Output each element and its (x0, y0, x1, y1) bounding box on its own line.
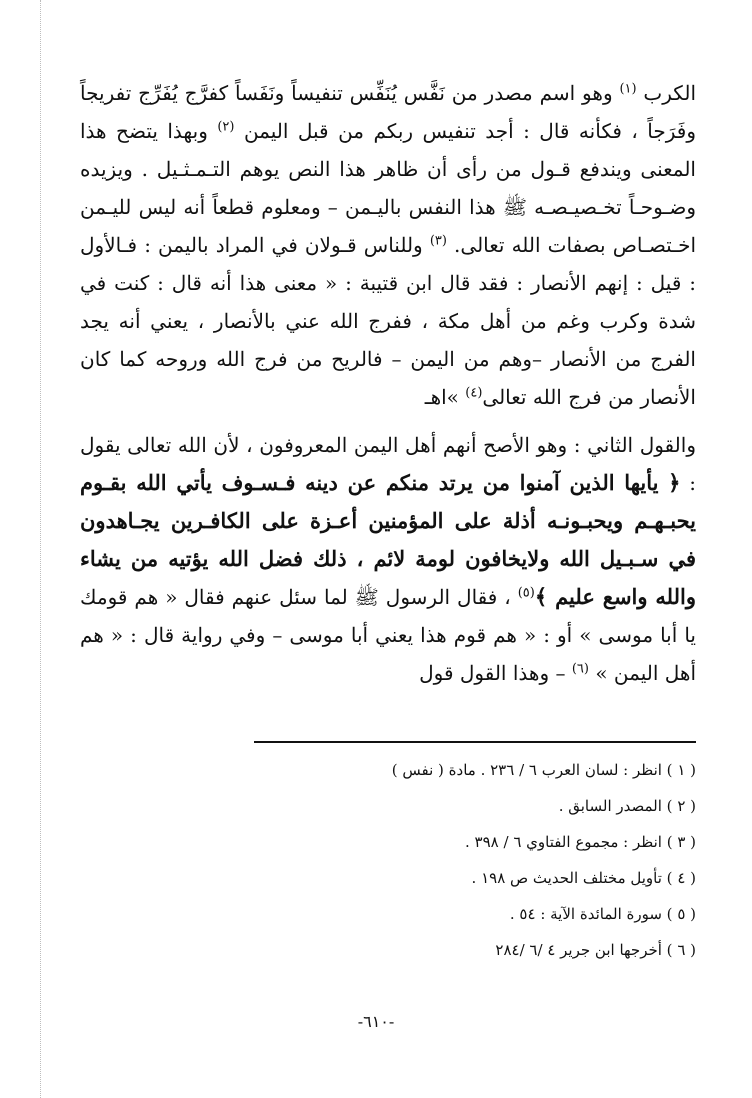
main-text (80, 74, 696, 692)
paragraph-2 (80, 426, 696, 692)
footnote-2: ( ٢ ) المصدر السابق . (558, 797, 696, 815)
footnote-3: ( ٣ ) انظر : مجموع الفتاوي ٦ / ٣٩٨ . (465, 833, 696, 851)
paragraph-text: الكرب (636, 81, 696, 105)
footnote-6: ( ٦ ) أخرجها ابن جرير ٤ /٦ /٢٨٤ (495, 941, 696, 959)
footnote-reference: (٣) (429, 233, 447, 249)
paragraph-text: – وهذا القول قول (419, 661, 572, 685)
paragraph-text: والقول الثاني : وهو الأصح أنهم أهل اليمن المعروفون ، لأن الله تعالى يقول : (80, 433, 696, 495)
footnote-reference: (٤) (465, 385, 483, 401)
footnote-reference: (٦) (571, 661, 589, 677)
paragraph-text: ، فقال الرسول ﷺ لما سئل عنهم فقال « هم قومك يا أبا موسى » أو : « هم قوم هذا يعني أبا موسى – وفي رواية قال : « هم أهل اليمن » (80, 585, 696, 685)
footnote-reference: (١) (619, 81, 637, 97)
paragraph-text: وللناس قـولان في المراد باليمن : فـالأول : قيل : إنهم الأنصار : فقد قال ابن قتيبة : « معنى هذا أنه قال : كنت في شدة وكرب وغم من أهل مكة ، ففرج الله عني بالأنصار ، يعني أنه يجد الفرج من الأنصار –وهم من اليمن – فالريح من فرج الله وروحه كما كان الأنصار من فرج الله تعالى (80, 233, 696, 409)
footnote-reference: (٥) (517, 585, 535, 601)
paragraph-text: وبهذا يتضح هذا المعنى ويندفع قـول من رأى أن ظاهر هذا النص يوهم التـمـثـيل . ويزيده وضـوحـاً تخـصيـصـه ﷺ هذا النفس باليـمن – ومعلوم قطعاً أنه ليس لليـمن اخـتصـاص بصفات الله تعالى. (80, 119, 697, 257)
paragraph-text: »اهـ (424, 385, 466, 409)
footnote-4: ( ٤ ) تأويل مختلف الحديث ص ١٩٨ . (471, 869, 696, 887)
footnote-5: ( ٥ ) سورة المائدة الآية : ٥٤ . (509, 905, 696, 923)
binding-margin-rule (40, 0, 41, 1098)
footnotes-list (80, 752, 696, 968)
quran-verse: ﴿ يأيها الذين آمنوا من يرتد منكم عن دينه فـسـوف يأتي الله بقـوم يحبـهـم ويحبـونـه أذلة على المؤمنين أعـزة على الكافـرين يجـاهدون في سـبـيل الله ولايخافون لومة لائم ، ذلك فضل الله يؤتيه من يشاء والله واسع عليم ﴾ (80, 470, 697, 609)
footnote-separator (254, 741, 696, 743)
paragraph-1 (80, 74, 696, 416)
footnote-1: ( ١ ) انظر : لسان العرب ٦ / ٢٣٦ . مادة ( نفس ) (391, 761, 696, 779)
page-number: -٦١٠- (357, 1012, 395, 1031)
paragraph-text: وهو اسم مصدر من نَفَّس يُنَفِّس تنفيساً ونَفَساً كفرَّج يُفَرِّج تفريجاً وفَرَجاً ، فكأنه قال : أجد تنفيس ربكم من قبل اليمن (80, 81, 697, 143)
footnote-reference: (٢) (217, 119, 235, 135)
